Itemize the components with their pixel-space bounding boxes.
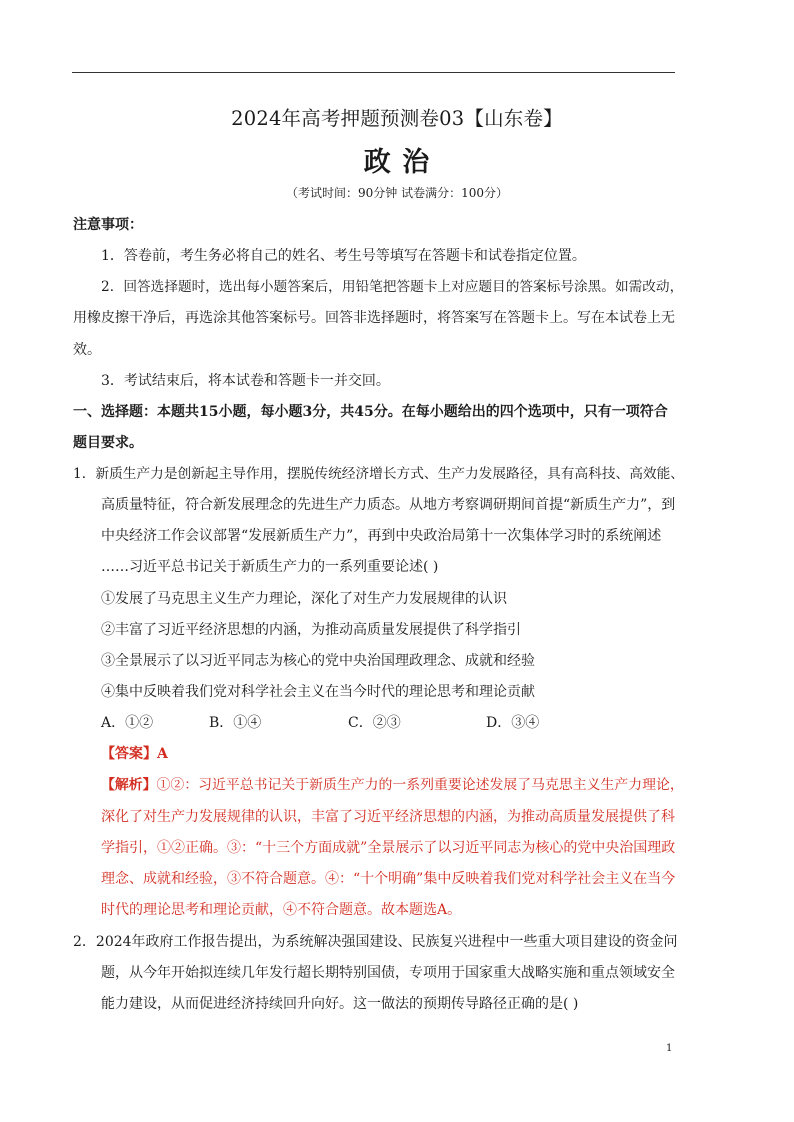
notice-item-2-line-2: 用橡皮擦干净后，再选涂其他答案标号。回答非选择题时，将答案写在答题卡上。写在本试卷上无 xyxy=(73,310,675,326)
q2-stem-line-2: 题，从今年开始拟连续几年发行超长期特别国债，专项用于国家重大战略实施和重点领域安全 xyxy=(101,965,675,981)
section-heading-line-1: 一、选择题：本题共15小题，每小题3分，共45分。在每小题给出的四个选项中，只有一项符合 xyxy=(73,404,668,420)
q1-statement-4: ④集中反映着我们党对科学社会主义在当今时代的理论思考和理论贡献 xyxy=(101,684,535,700)
q1-statement-1: ①发展了马克思主义生产力理论，深化了对生产力发展规律的认识 xyxy=(101,591,507,607)
notice-item-2-line-3: 效。 xyxy=(73,342,101,358)
q2-stem-line-3: 能力建设，从而促进经济持续回升向好。这一做法的预期传导路径正确的是( ) xyxy=(101,996,579,1012)
q1-analysis-line-2: 深化了对生产力发展规律的认识，丰富了习近平经济思想的内涵，为推动高质量发展提供了科 xyxy=(101,809,675,825)
q1-stem-line-1: 1．新质生产力是创新起主导作用，摆脱传统经济增长方式、生产力发展路径，具有高科技、高效能、 xyxy=(73,466,684,482)
q2-stem-line-1: 2．2024年政府工作报告提出，为系统解决强国建设、民族复兴进程中一些重大项目建设的资金问 xyxy=(73,934,678,950)
exam-info: （考试时间：90分钟 试卷满分：100分） xyxy=(286,186,508,200)
q1-analysis-line-1 xyxy=(101,776,684,794)
q1-choice-b: B．①④ xyxy=(209,715,262,731)
notice-item-2-line-1: 2．回答选择题时，选出每小题答案后，用铅笔把答题卡上对应题目的答案标号涂黑。如需改动， xyxy=(101,279,684,295)
analysis-text: ①②：习近平总书记关于新质生产力的一系列重要论述发展了马克思主义生产力理论， xyxy=(156,777,684,793)
notice-heading: 注意事项： xyxy=(73,217,143,233)
q1-stem-line-2: 高质量特征，符合新发展理念的先进生产力质态。从地方考察调研期间首提“新质生产力”，到 xyxy=(101,497,676,513)
exam-title: 2024年高考押题预测卷03【山东卷】 xyxy=(231,107,563,130)
q1-choice-a: A．①② xyxy=(101,715,154,731)
analysis-label: 【解析】 xyxy=(101,777,157,793)
q1-statement-2: ②丰富了习近平经济思想的内涵，为推动高质量发展提供了科学指引 xyxy=(101,622,521,638)
header-rule xyxy=(72,72,675,73)
notice-item-3: 3．考试结束后，将本试卷和答题卡一并交回。 xyxy=(101,373,390,389)
q1-analysis-line-5: 时代的理论思考和理论贡献，④不符合题意。故本题选A。 xyxy=(101,902,462,918)
q1-analysis-line-3: 学指引，①②正确。③：“十三个方面成就”全景展示了以习近平同志为核心的党中央治国理政 xyxy=(101,840,676,856)
q1-statement-3: ③全景展示了以习近平同志为核心的党中央治国理政理念、成就和经验 xyxy=(101,653,535,669)
subject-title: 政 治 xyxy=(363,147,431,178)
notice-item-1: 1．答卷前，考生务必将自己的姓名、考生号等填写在答题卡和试卷指定位置。 xyxy=(101,248,586,264)
section-heading-line-2: 题目要求。 xyxy=(73,435,143,451)
q1-analysis-line-4: 理念、成就和经验，③不符合题意。④：“十个明确”集中反映着我们党对科学社会主义在当今 xyxy=(101,871,676,887)
q1-stem-line-3: 中央经济工作会议部署“发展新质生产力”，再到中央政治局第十一次集体学习时的系统阐述 xyxy=(101,528,662,544)
answer-value: A xyxy=(157,746,168,762)
q1-choice-c: C．②③ xyxy=(348,715,401,731)
q1-choice-d: D．③④ xyxy=(486,715,540,731)
answer-label: 【答案】 xyxy=(101,746,157,762)
page-number: 1 xyxy=(666,1043,673,1054)
q1-stem-line-4: ……习近平总书记关于新质生产力的一系列重要论述( ) xyxy=(101,559,439,575)
q1-answer xyxy=(101,745,168,763)
